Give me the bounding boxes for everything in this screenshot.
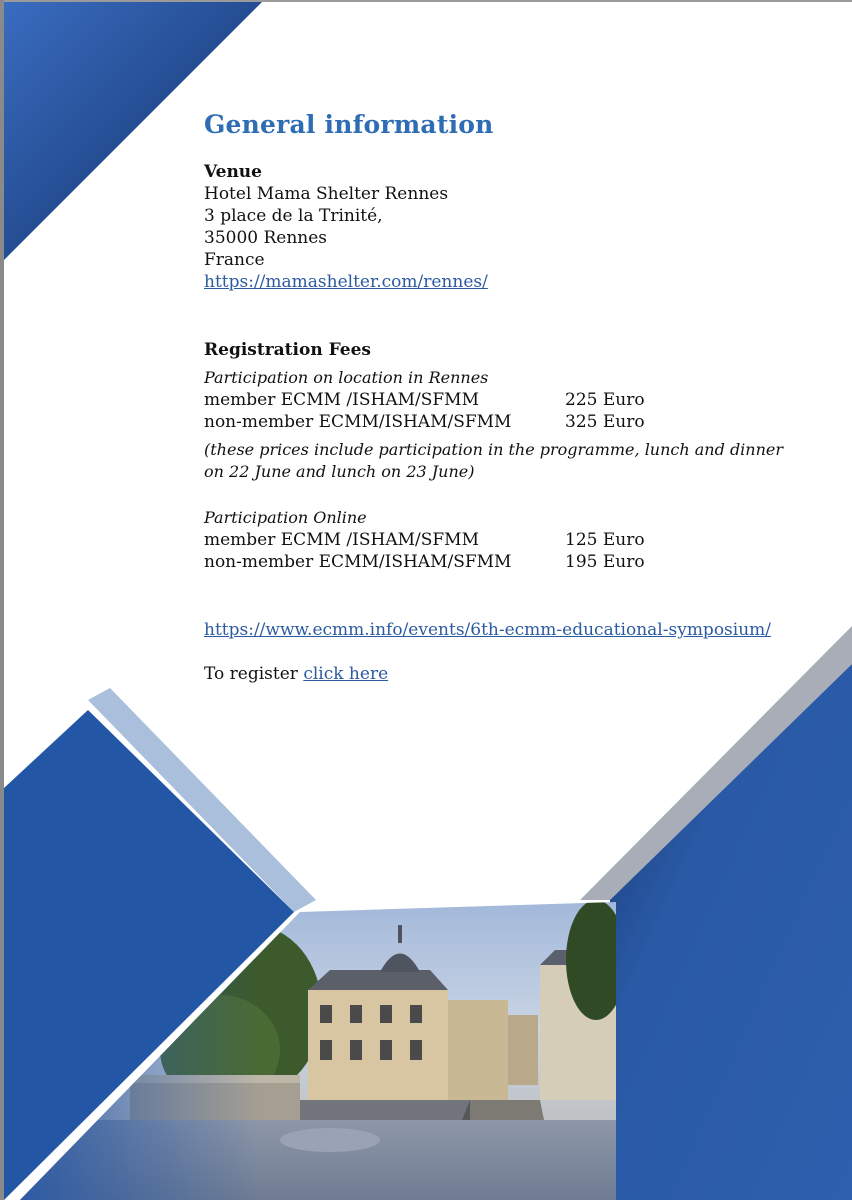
- fee-price: 325 Euro: [565, 412, 645, 432]
- right-blue-triangle: [610, 664, 852, 1200]
- venue-website-link[interactable]: https://mamashelter.com/rennes/: [204, 272, 488, 292]
- fee-row: [204, 551, 824, 573]
- page-title: General information: [204, 110, 494, 139]
- fee-label: non-member ECMM/ISHAM/SFMM: [204, 412, 512, 432]
- fee-row: [204, 389, 824, 411]
- register-link[interactable]: click here: [303, 664, 389, 684]
- event-website-link[interactable]: https://www.ecmm.info/events/6th-ecmm-educational-symposium/: [204, 620, 772, 640]
- fee-row: [204, 529, 824, 551]
- register-prefix: To register: [204, 664, 304, 684]
- venue-line: France: [204, 250, 265, 270]
- venue-line: 35000 Rennes: [204, 228, 328, 248]
- price-note: (these prices include participation in the programme, lunch and dinner on 22 June and lunch on 23 June): [204, 440, 784, 481]
- fee-price: 195 Euro: [565, 552, 645, 572]
- register-line: [204, 663, 824, 685]
- venue-line: Hotel Mama Shelter Rennes: [204, 184, 449, 204]
- fee-price: 225 Euro: [565, 390, 645, 410]
- on-location-label: Participation on location in Rennes: [204, 368, 489, 387]
- fee-label: member ECMM /ISHAM/SFMM: [204, 390, 479, 410]
- fee-label: non-member ECMM/ISHAM/SFMM: [204, 552, 512, 572]
- online-label: Participation Online: [204, 508, 367, 527]
- fee-price: 125 Euro: [565, 530, 645, 550]
- fee-row: [204, 411, 824, 433]
- fee-label: member ECMM /ISHAM/SFMM: [204, 530, 479, 550]
- venue-heading: Venue: [204, 162, 262, 182]
- venue-line: 3 place de la Trinité,: [204, 206, 383, 226]
- general-information-section: [204, 110, 824, 685]
- registration-fees-heading: Registration Fees: [204, 340, 371, 360]
